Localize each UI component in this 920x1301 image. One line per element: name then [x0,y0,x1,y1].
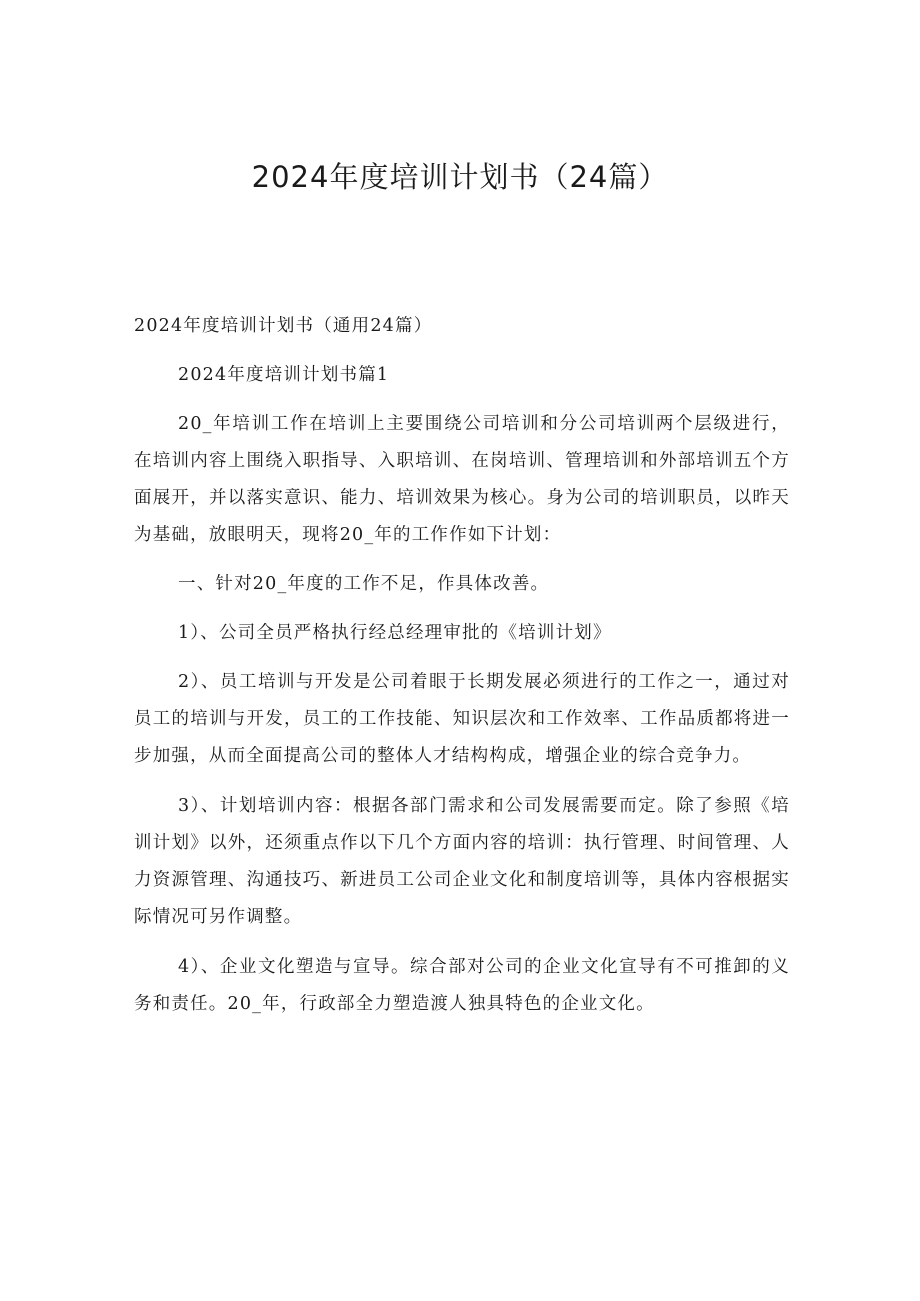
paragraph-item-2: 2）、员工培训与开发是公司着眼于长期发展必须进行的工作之一，通过对员工的培训与开发，员工的工作技能、知识层次和工作效率、工作品质都将进一步加强，从而全面提高公司的整体人才结构构成，增强企业的综合竞争力。 [134,672,790,766]
document-title: 2024年度培训计划书（24篇） [251,160,669,194]
section-heading: 2024年度培训计划书篇1 [178,365,390,385]
paragraph-item-3: 3）、计划培训内容：根据各部门需求和公司发展需要而定。除了参照《培训计划》以外，还须重点作以下几个方面内容的培训：执行管理、时间管理、人力资源管理、沟通技巧、新进员工公司企业文化和制度培训等，具体内容根据实际情况可另作调整。 [134,796,790,927]
document-subtitle: 2024年度培训计划书（通用24篇） [134,316,433,336]
paragraph-intro: 20_年培训工作在培训上主要围绕公司培训和分公司培训两个层级进行，在培训内容上围绕入职指导、入职培训、在岗培训、管理培训和外部培训五个方面展开，并以落实意识、能力、培训效果为核心。身为公司的培训职员，以昨天为基础，放眼明天，现将20_年的工作作如下计划： [134,414,790,545]
paragraph-item-4: 4）、企业文化塑造与宣导。综合部对公司的企业文化宣导有不可推卸的义务和责任。20_年，行政部全力塑造渡人独具特色的企业文化。 [134,957,790,1014]
paragraph-item-one: 一、针对20_年度的工作不足，作具体改善。 [178,574,550,594]
paragraph-item-1: 1）、公司全员严格执行经总经理审批的《培训计划》 [178,623,612,643]
document-body [134,308,790,1023]
